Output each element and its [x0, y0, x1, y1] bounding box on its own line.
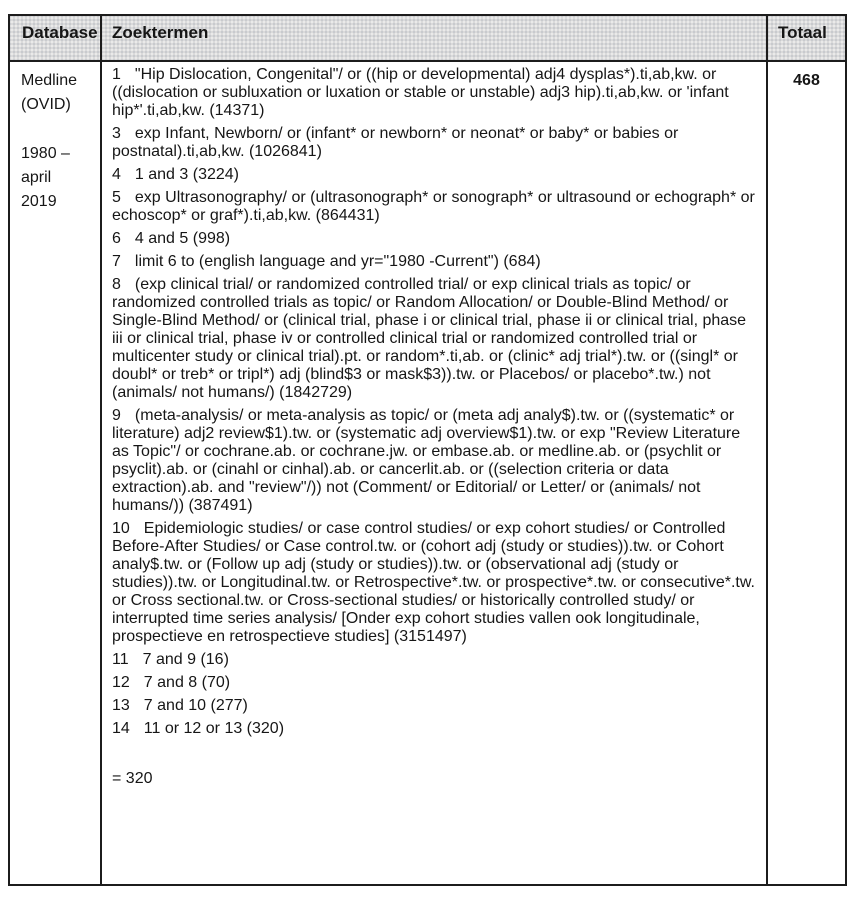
step-number: 1: [112, 66, 121, 83]
step-number: 8: [112, 276, 121, 293]
step-text: 7 and 10 (277): [143, 697, 248, 714]
search-step-8: [112, 276, 757, 402]
database-period-line: april: [21, 169, 52, 186]
step-text: 7 and 9 (16): [142, 651, 229, 668]
search-step-12: [112, 674, 757, 692]
step-text: exp Infant, Newborn/ or (infant* or newborn* or neonat* or baby* or babies or postnatal).ti,ab,kw. (1026841): [112, 125, 679, 160]
database-name-line: Medline: [21, 72, 78, 89]
search-step-11: [112, 651, 757, 669]
step-number: 14: [112, 720, 130, 737]
column-header-zoektermen: [102, 16, 768, 60]
step-text: 4 and 5 (998): [134, 230, 231, 247]
search-step-6: [112, 230, 757, 248]
column-header-totaal: [768, 16, 845, 60]
step-text: (meta-analysis/ or meta-analysis as topic/ or (meta adj analy$).tw. or ((systematic* or literature) adj2 review$1).tw. or (systematic adj overview$1).tw. or exp "Review Literature as Topic"/ or cochrane.ab. or cochrane.jw. or embase.ab. or medline.ab. or (psychlit or psyclit).ab. or (cinahl or cinhal).ab. or cancerlit.ab. or ((selection criteria or data extraction).ab. and "review"/)) not (Comment/ or Editorial/ or Letter/ or (animals/ not humans/)) (387491): [112, 407, 741, 514]
search-step-7: [112, 253, 757, 271]
step-number: 7: [112, 253, 121, 270]
result-total-line: = 320: [112, 770, 153, 787]
search-step-9: [112, 407, 757, 515]
step-number: 4: [112, 166, 121, 183]
step-text: 7 and 8 (70): [143, 674, 231, 691]
step-number: 12: [112, 674, 130, 691]
step-text: exp Ultrasonography/ or (ultrasonograph* or sonograph* or ultrasound or echograph* or echoscop* or graf*).ti,ab,kw. (864431): [112, 189, 755, 224]
database-name-line: (OVID): [21, 96, 71, 113]
column-header-database: [10, 16, 102, 60]
column-header-database-label: Database: [22, 23, 98, 42]
database-period: [21, 142, 96, 214]
step-text: 11 or 12 or 13 (320): [143, 720, 285, 737]
step-text: 1 and 3 (3224): [134, 166, 239, 183]
column-header-totaal-label: Totaal: [778, 23, 827, 42]
search-step-1: [112, 66, 757, 120]
column-header-zoektermen-label: Zoektermen: [112, 23, 209, 42]
step-text: "Hip Dislocation, Congenital"/ or ((hip or developmental) adj4 dysplas*).ti,ab,kw. or ((dislocation or subluxation or luxation or stable or unstable) adj3 hip).ti,ab,kw. or 'infant hip*'.ti,ab,kw. (14371): [112, 66, 729, 119]
table-body-row: [10, 62, 845, 884]
search-step-3: [112, 125, 757, 161]
database-period-line: 2019: [21, 193, 57, 210]
step-number: 10: [112, 520, 130, 537]
database-period-line: 1980 –: [21, 145, 70, 162]
search-step-5: [112, 189, 757, 225]
database-name: [21, 69, 96, 117]
step-number: 11: [112, 651, 129, 668]
search-strategy-table: [8, 14, 847, 886]
step-text: limit 6 to (english language and yr="1980 -Current") (684): [134, 253, 541, 270]
zoektermen-cell: [102, 62, 768, 884]
totaal-value: 468: [793, 72, 820, 89]
step-text: (exp clinical trial/ or randomized controlled trial/ or exp clinical trials as topic/ or randomized controlled trials as topic/ or Random Allocation/ or Double-Blind Method/ or Single-Blind Method/ or (clinical trial, phase i or clinical trial, phase ii or clinical trial, phase iii or clinical trial, phase iv or controlled clinical trial or randomized controlled trial or multicenter study or clinical trial).pt. or random*.ti,ab. or (clinic* adj trial*).tw. or ((singl* or doubl* or treb* or tripl*) adj (blind$3 or mask$3)).tw. or Placebos/ or placebo*.tw.) not (animals/ not humans/) (1842729): [112, 276, 747, 401]
table-header-row: [10, 16, 845, 62]
step-text: Epidemiologic studies/ or case control studies/ or exp cohort studies/ or Controlled Before-After Studies/ or Case control.tw. or (cohort adj (study or studies)).tw. or Cohort analy$.tw. or (Follow up adj (study or studies)).tw. or (observational adj (study or studies)).tw. or Longitudinal.tw. or Retrospective*.tw. or prospective*.tw. or consecutive*.tw. or Cross sectional.tw. or Cross-sectional studies/ or historically controlled study/ or interrupted time series analysis/ [Onder exp cohort studies vallen ook longitudinale, prospectieve en retrospectieve studies] (3151497): [112, 520, 755, 645]
database-cell: [10, 62, 102, 884]
search-step-10: [112, 520, 757, 646]
step-number: 13: [112, 697, 130, 714]
step-number: 5: [112, 189, 121, 206]
totaal-cell: [768, 62, 845, 884]
search-step-13: [112, 697, 757, 715]
search-step-4: [112, 166, 757, 184]
step-number: 6: [112, 230, 121, 247]
step-number: 9: [112, 407, 121, 424]
step-number: 3: [112, 125, 121, 142]
search-step-14: [112, 720, 757, 738]
